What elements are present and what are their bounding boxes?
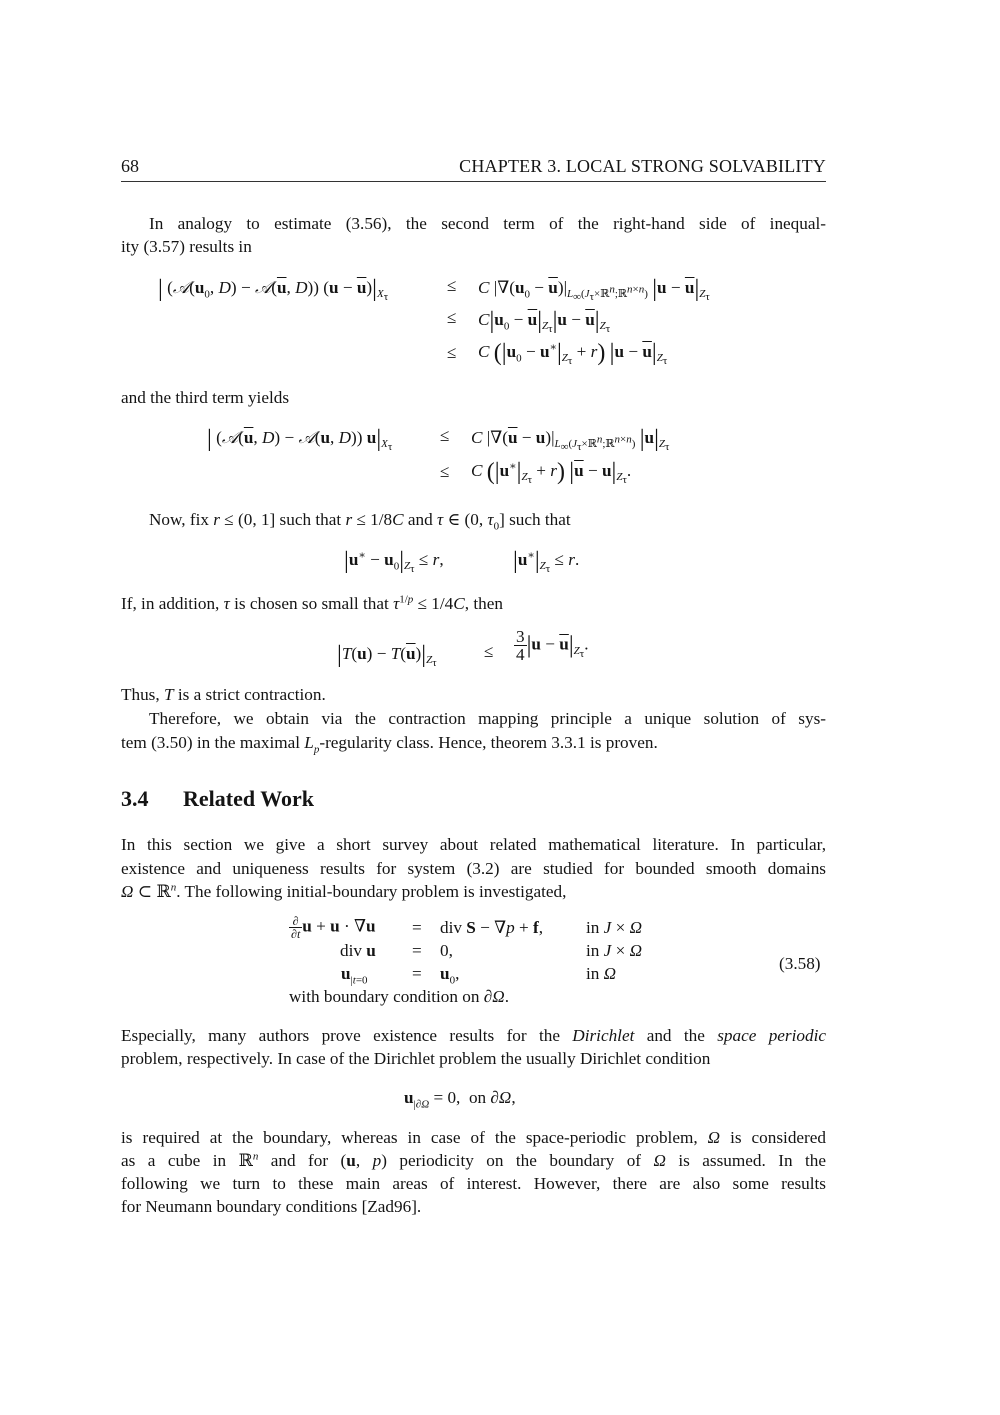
system-row-3-domain: in Ω [586,964,617,983]
equation-lhs: | ($𝒜(u_0$, $D) - 𝒜(\overline{u}$, D)) $(u - \overline{u})|_{X_\tau}$ [158,276,389,304]
equation-rhs: $C|u_0 - \overline{u}|_{Z_\tau}|u - \overline{u}|_{Z_\tau}$ [478,308,611,336]
paragraph-line: as a cube in ℝ$^n$ and for (u, p) periodicity on the boundary of Ω is assumed. In the [121,1150,826,1170]
paragraph-line: and the third term yields [121,388,290,407]
paragraph-line: Thus, T is a strict contraction. [121,685,326,704]
relation-eq: = [412,941,422,960]
equation-rhs: C $|\nabla(\overline{u} - u)|_{L_\infty(J_\tau\times ℝ^n;ℝ^{n\times n})}$ $|u|_{Z_\tau}$ [471,426,670,454]
section-number: 3.4 [121,786,149,811]
paragraph-line: ity (3.57) results in [121,237,252,256]
paragraph-line: If, in addition, τ is chosen so small that $\tau^{1/p} \le 1/4C$, then [121,593,503,613]
relation-leq: ≤ [447,276,457,295]
system-row-1-lhs: $\frac{\partial}{\partial t}$ u + u · ∇u [291,914,376,941]
relation-leq: ≤ [447,343,457,362]
relation-leq: ≤ [440,426,450,445]
header-rule [121,181,826,182]
paragraph-line: tem (3.50) in the maximal $L_p$-regularity class. Hence, theorem 3.3.1 is proven. [121,733,658,756]
relation-leq: ≤ [447,308,457,327]
relation-leq: ≤ [484,642,494,661]
paragraph-line: following we turn to these main areas of interest. However, there are also some results [121,1174,826,1193]
equation-rhs: C $(|u^∗|_{Z_\tau} + r) |\overline{u} - u|_{Z_\tau}$. [471,459,632,487]
equation-condition: $|u^∗|_{Z_\tau} \le r$. [513,548,580,576]
system-row-2-rhs: 0, [440,941,453,960]
system-row-2-domain: in J × Ω [586,941,643,960]
equation-contraction-rhs: $\frac{3}{4}$ $|u - \overline{u}|_{Z_\tau}$. [516,627,589,665]
system-boundary-condition: with boundary condition on ∂Ω. [289,987,509,1006]
section-title: Related Work [183,786,314,811]
system-row-3-lhs: $u_{|t=0}$ [341,964,368,987]
relation-eq: = [412,918,422,937]
paragraph-line: problem, respectively. In case of the Dirichlet problem the usually Dirichlet condition [121,1049,711,1068]
equation-contraction-lhs: $|T(u) - T(\overline{u})|_{Z_\tau}$ [337,642,437,670]
paragraph-line: Ω ⊂ ℝ$^n$. The following initial-boundary problem is investigated, [121,881,567,901]
system-row-3-rhs: $u_0$, [440,964,460,987]
chapter-title: CHAPTER 3. LOCAL STRONG SOLVABILITY [459,156,826,176]
relation-leq: ≤ [440,462,450,481]
equation-condition: $|u^∗ - u_0|_{Z_\tau} \le r$, [344,548,444,576]
paragraph-line: Especially, many authors prove existence results for the Dirichlet and the space periodic [121,1026,826,1045]
paragraph-line: In analogy to estimate (3.56), the second term of the right-hand side of inequal- [149,214,826,233]
system-row-1-domain: in J × Ω [586,918,643,937]
relation-eq: = [412,964,422,983]
equation-lhs: | ($𝒜(\overline{u}$, D) − 𝒜(u, D)) $u|_{X_\tau}$ [207,426,393,454]
paragraph-line: Now, fix r ≤ (0, 1] such that r ≤ 1/8C and τ ∈ (0, $\tau_0$] such that [149,510,571,533]
system-row-2-lhs: div u [340,941,376,960]
paragraph-line: is required at the boundary, whereas in case of the space-periodic problem, Ω is considered [121,1128,826,1147]
page-number: 68 [121,156,139,176]
equation-number: (3.58) [779,954,821,973]
dirichlet-condition: $u_{|\partial\Omega} = 0$, on ∂Ω, [404,1088,516,1111]
equation-rhs: C $|\nabla(u_0 - \overline{u})|_{L_\infty(J_\tau\times ℝ^n;ℝ^{n\times n})}$ $|u - \overline{u}|_{Z_\tau}$ [478,276,710,304]
paragraph-line: In this section we give a short survey about related mathematical literature. In particular, [121,835,826,854]
paragraph-line: existence and uniqueness results for system (3.2) are studied for bounded smooth domains [121,859,826,878]
paragraph-line: Therefore, we obtain via the contraction mapping principle a unique solution of sys- [149,709,826,728]
paragraph-line: for Neumann boundary conditions [Zad96]. [121,1197,422,1216]
equation-rhs: C $(|u_0 - u^∗|_{Z_\tau} + r) |u - \overline{u}|_{Z_\tau}$ [478,340,668,368]
system-row-1-rhs: div S − ∇p + f, [440,918,544,937]
